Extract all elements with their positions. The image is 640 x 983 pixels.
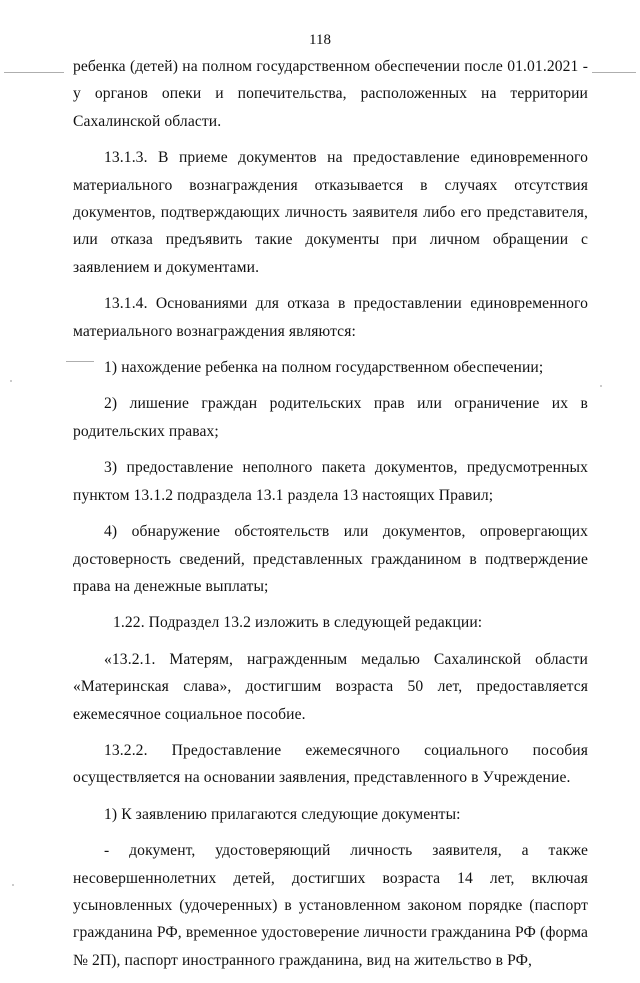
paragraph-13-1-4: 13.1.4. Основаниями для отказа в предоставлении единовременного материального вознаграждения являются:: [73, 295, 588, 340]
paragraph-13-1-3: 13.1.3. В приеме документов на предоставление единовременного материального вознаграждения отказывается в случаях отсутствия документов, подтверждающих личность заявителя либо его представителя, или отказа предъявить такие документы при личном обращении с заявлением и документами.: [73, 149, 588, 276]
scan-artifact-top-right: [592, 72, 636, 73]
paragraph-13-2-2: 13.2.2. Предоставление ежемесячного социального пособия осуществляется на основании заявления, представленного в Учреждение.: [73, 741, 588, 787]
paragraph-1-22: 1.22. Подраздел 13.2 изложить в следующей редакции:: [113, 614, 483, 632]
document-body: [73, 53, 588, 983]
paragraph-13-2-1: «13.2.1. Матерям, награжденным медалью Сахалинской области «Материнская слава», достигшим возраста 50 лет, предоставляется ежемесячное социальное пособие.: [73, 650, 588, 723]
list-item-4: 4) обнаружение обстоятельств или документов, опровергающих достоверность сведений, представленных гражданином в подтверждение права на денежные выплаты;: [73, 523, 588, 595]
list-item-2: 2) лишение граждан родительских прав или ограничение их в родительских правах;: [73, 395, 588, 440]
scan-artifact-top-left: [4, 72, 64, 73]
list-item-documents: 1) К заявлению прилагаются следующие документы:: [104, 805, 461, 823]
scan-artifact-dot: [12, 884, 14, 886]
page-number: 118: [309, 32, 331, 48]
list-item-1: 1) нахождение ребенка на полном государственном обеспечении;: [104, 359, 544, 377]
list-item-identity-document: - документ, удостоверяющий личность заявителя, а также несовершеннолетних детей, достигших возраста 14 лет, включая усыновленных (удочеренных) в установленном законом порядке (паспорт гражданина РФ, временное удостоверение личности гражданина РФ (форма № 2П), паспорт иностранного гражданина, вид на жительство в РФ,: [73, 842, 588, 969]
scan-artifact-dot: [10, 380, 12, 382]
list-item-3: 3) предоставление неполного пакета документов, предусмотренных пунктом 13.1.2 подраздела 13.1 раздела 13 настоящих Правил;: [73, 459, 588, 504]
scan-artifact-dot: [600, 385, 602, 387]
paragraph-continuation: ребенка (детей) на полном государственном обеспечении после 01.01.2021 - у органов опеки и попечительства, расположенных на территории Сахалинской области.: [73, 58, 588, 130]
